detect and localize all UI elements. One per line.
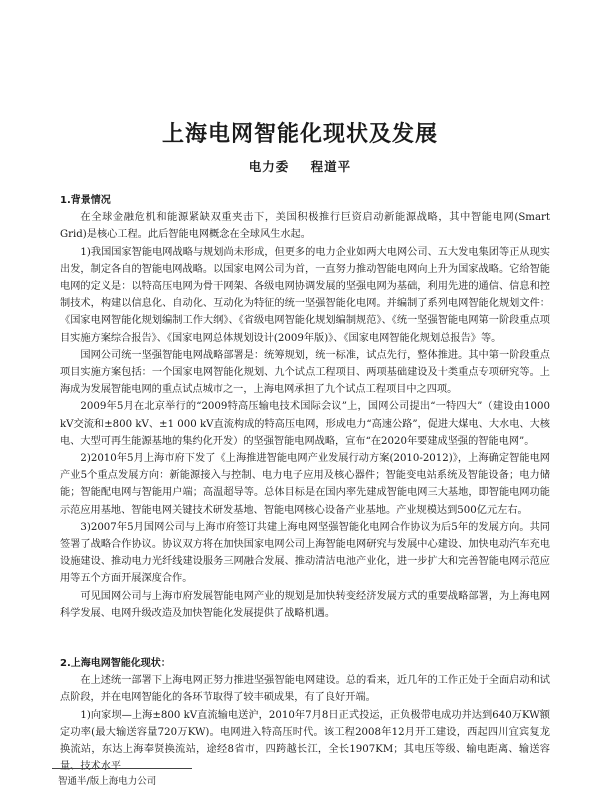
footer-divider [52,768,192,769]
section-background [60,192,550,622]
paragraph: 2009年5月在北京举行的“2009特高压输电技术国际会议”上，国网公司提出“一特四大”（建设由1000 kV交流和±800 kV、±1 000 kV直流构成的特高压电网，形成电力“高速公路”，促进大煤电、大水电、大核电、大型可再生能源基地的集约化开发）的坚强智能电网战略，宣布“在2020年要建成坚强的智能电网”。 [60,401,550,447]
paragraph: 在上述统一部署下上海电网正努力推进坚强智能电网建设。总的看来，近几年的工作正处于全面启动和试点阶段，并在电网智能化的各环节取得了较丰硕成果，有了良好开端。 [60,675,550,704]
paragraph: 1)我国国家智能电网战略与规划尚未形成，但更多的电力企业如两大电网公司、五大发电集团等正从现实出发，制定各自的智能电网战略。以国家电网公司为首，一直努力推动智能电网向上升为国家战略。它给智能电网的定义是：以特高压电网为骨干网架、各级电网协调发展的坚强电网为基础，利用先进的通信、信息和控制技术，构建以信息化、自动化、互动化为特征的统一坚强智能化电网。并编制了系列电网智能化规划文件：《国家电网智能化规划编制工作大纲》、《省级电网智能化规划编制规范》、《统一坚强智能电网第一阶段重点项目实施方案综合报告》、《国家电网总体规划设计(2009年版)》、《国家电网智能化规划总报告》等。 [60,246,550,344]
paragraph: 可见国网公司与上海市府发展智能电网产业的规划是加快转变经济发展方式的重要战略部署，为上海电网科学发展、电网升级改造及加快智能化发展提供了战略机遇。 [60,590,550,619]
author-name: 程道平 [310,159,352,174]
author-name: 电力委 [248,159,290,174]
section-heading: 1.背景情况 [60,195,111,206]
section-current-status [60,655,550,775]
authors-line [0,157,600,175]
paragraph: 2)2010年5月上海市府下发了《上海推进智能电网产业发展行动方案(2010-2012)》，上海确定智能电网产业5个重点发展方向：新能源接入与控制、电力电子应用及核心器件；智能变电站系统及智能设备；电力储能；智能配电网与智能用户端；高温超导等。总体目标是在国内率先建成智能电网三大基地，即智能电网功能示范应用基地、智能电网关键技术研发基地、智能电网核心设备产业基地。产业规模达到500亿元左右。 [60,453,550,516]
page-footer: 智通半/版上海电力公司 [58,776,157,787]
paragraph: 在全球金融危机和能源紧缺双重夹击下，美国积极推行巨资启动新能源战略，其中智能电网(Smart Grid)是核心工程。此后智能电网概念在全球风生水起。 [60,212,550,241]
article-title: 上海电网智能化现状及发展 [161,122,438,147]
paragraph: 国网公司统一坚强智能电网战略部署是：统筹规划，统一标准，试点先行，整体推进。其中第一阶段重点项目实施方案包括：一个国家电网智能化规划、九个试点工程项目、两项基础建设及十类重点专项研究等。上海成为发展智能电网的重点试点城市之一，上海电网承担了九个试点工程项目中之四项。 [60,349,550,396]
paragraph: 3)2007年5月国网公司与上海市府签订共建上海电网坚强智能化电网合作协议为后5年的发展方向。共同签署了战略合作协议。协议双方将在加快国家电网公司上海智能电网研究与发展中心建设、加快电动汽车充电设施建设、推动电力光纤线建设服务三网融合发展、推动清洁电池产业化，进一步扩大和完善智能电网示范应用等五个方面开展深度合作。 [60,521,550,585]
section-heading: 2.上海电网智能化现状： [60,658,171,669]
paragraph: 1)向家坝—上海±800 kV直流输电送沪，2010年7月8日正式投运，正负极带电成功并达到640万KW额定功率(最大输送容量720万KW)。电网进入特高压时代。该工程2008年12月开工建设，西起四川宜宾复龙换流站，东达上海奉贤换流站，途经8省市，四跨越长江，全长1907KM；其电压等级、输电距离、输送容量、技术水平 [60,709,550,773]
